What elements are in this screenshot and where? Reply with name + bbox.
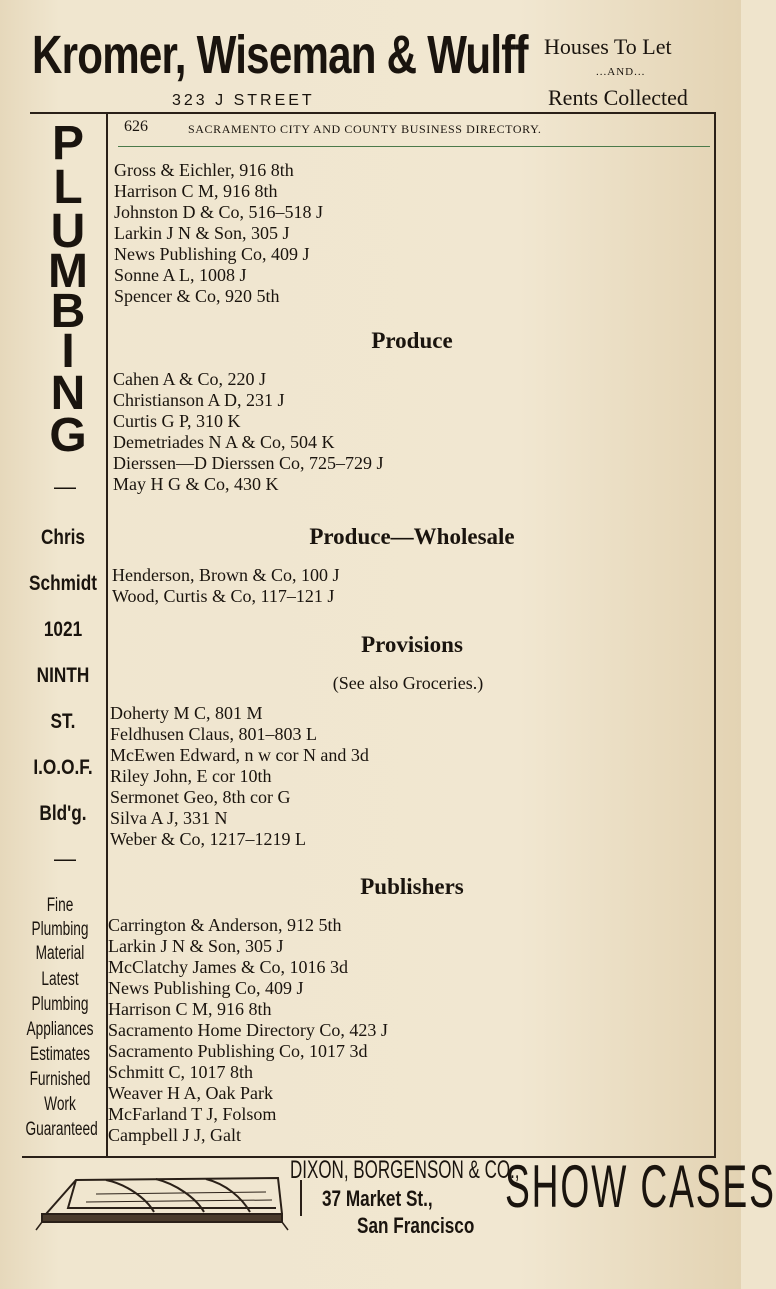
footer-bracket <box>300 1180 302 1216</box>
page-number: 626 <box>124 118 148 135</box>
sidebar-letter: M <box>48 245 88 298</box>
listing-entry: News Publishing Co, 409 J <box>108 978 304 998</box>
listing-entry: Weaver H A, Oak Park <box>108 1083 273 1103</box>
sidebar-dash: — <box>54 846 76 871</box>
header-address: 323 J STREET <box>172 92 315 109</box>
listing-entry: McClatchy James & Co, 1016 3d <box>108 957 348 977</box>
sidebar-ad-line: ST. <box>50 710 76 733</box>
section-heading-produce: Produce <box>371 328 453 353</box>
listing-entry: Cahen A & Co, 220 J <box>113 369 267 389</box>
running-title-underline <box>118 146 710 147</box>
sidebar-ad-line: I.O.O.F. <box>33 756 93 779</box>
sidebar-ad-line: Schmidt <box>29 572 97 595</box>
sidebar-fine-line: Plumbing <box>31 994 89 1015</box>
sidebar-letter: P <box>51 117 84 170</box>
listing-entry: Feldhusen Claus, 801–803 L <box>110 724 317 744</box>
listing-entry: Harrison C M, 916 8th <box>114 181 278 201</box>
sidebar-fine-line: Furnished <box>29 1069 91 1090</box>
section-heading-publishers: Publishers <box>360 874 464 899</box>
listing-entry: News Publishing Co, 409 J <box>114 244 310 264</box>
listing-entry: Sonne A L, 1008 J <box>114 265 247 285</box>
listing-entry: Wood, Curtis & Co, 117–121 J <box>112 586 335 606</box>
listing-entry: Spencer & Co, 920 5th <box>114 286 280 306</box>
sidebar-letter: N <box>50 367 86 420</box>
section-heading-provisions: Provisions <box>361 632 463 657</box>
listing-entry: Doherty M C, 801 M <box>110 703 263 723</box>
listing-entry: Harrison C M, 916 8th <box>108 999 272 1019</box>
sidebar-fine-line: Estimates <box>29 1044 91 1065</box>
show-case-icon <box>36 1164 288 1234</box>
listing-entry: Curtis G P, 310 K <box>113 411 241 431</box>
listing-entry: Sacramento Publishing Co, 1017 3d <box>108 1041 368 1061</box>
header-and: ...AND... <box>596 66 646 78</box>
listing-entry: Weber & Co, 1217–1219 L <box>110 829 307 849</box>
listing-entry: Riley John, E cor 10th <box>110 766 272 786</box>
listing-entry: Christianson A D, 231 J <box>113 390 285 410</box>
listing-entry: Larkin J N & Son, 305 J <box>108 936 284 956</box>
header-houses-to-let: Houses To Let <box>544 34 672 59</box>
listing-entry: Campbell J J, Galt <box>108 1125 241 1145</box>
sidebar-letter: B <box>50 285 86 338</box>
sidebar-dash: — <box>54 474 76 499</box>
listing-entry: May H G & Co, 430 K <box>113 474 279 494</box>
listing-entry: Gross & Eichler, 916 8th <box>114 160 294 180</box>
listing-entry: Carrington & Anderson, 912 5th <box>108 915 342 935</box>
footer-company: DIXON, BORGENSON & CO., <box>290 1156 520 1184</box>
sidebar-fine-line: Latest <box>41 969 79 990</box>
sidebar-ad-line: NINTH <box>36 664 90 687</box>
listing-entry: Larkin J N & Son, 305 J <box>114 223 290 243</box>
listing-entry: Silva A J, 331 N <box>110 808 228 828</box>
header-firm-name: Kromer, Wiseman & Wulff <box>32 25 528 85</box>
listing-entry: Henderson, Brown & Co, 100 J <box>112 565 340 585</box>
running-title: SACRAMENTO CITY AND COUNTY BUSINESS DIRECTORY. <box>188 122 542 136</box>
listing-entry: McEwen Edward, n w cor N and 3d <box>110 745 369 765</box>
listing-entry: Demetriades N A & Co, 504 K <box>113 432 335 452</box>
sidebar-letter: G <box>49 409 87 462</box>
listing-entry: Schmitt C, 1017 8th <box>108 1062 254 1082</box>
sidebar-ad-line: 1021 <box>43 618 83 641</box>
sidebar-letter: L <box>53 161 83 214</box>
footer-street: 37 Market St., <box>322 1186 433 1211</box>
sidebar-ad-line: Bld'g. <box>39 802 87 825</box>
section-heading-produce-wholesale: Produce—Wholesale <box>309 524 515 549</box>
listing-entry: Sacramento Home Directory Co, 423 J <box>108 1020 388 1040</box>
sidebar-fine-line: Guaranteed <box>25 1119 98 1140</box>
footer-show-cases: SHOW CASES <box>505 1153 776 1220</box>
listing-entry: McFarland T J, Folsom <box>108 1104 277 1124</box>
sidebar-ad-line: Chris <box>40 526 86 549</box>
footer-city: San Francisco <box>357 1213 475 1238</box>
sidebar-fine-line: Appliances <box>26 1019 94 1040</box>
listing-entry: Dierssen—D Dierssen Co, 725–729 J <box>113 453 384 473</box>
sidebar-fine-line: Plumbing <box>31 919 89 940</box>
sidebar-fine-line: Material <box>35 943 85 964</box>
cross-reference-note: (See also Groceries.) <box>332 673 484 693</box>
sidebar-letter: I <box>61 325 75 378</box>
sidebar-fine-line: Work <box>44 1094 76 1115</box>
listing-entry: Sermonet Geo, 8th cor G <box>110 787 291 807</box>
listing-entry: Johnston D & Co, 516–518 J <box>114 202 324 222</box>
sidebar-fine-line: Fine <box>46 895 74 916</box>
sidebar-letter: U <box>50 205 86 258</box>
header-rents-collected: Rents Collected <box>548 85 688 110</box>
top-rule <box>30 112 716 114</box>
